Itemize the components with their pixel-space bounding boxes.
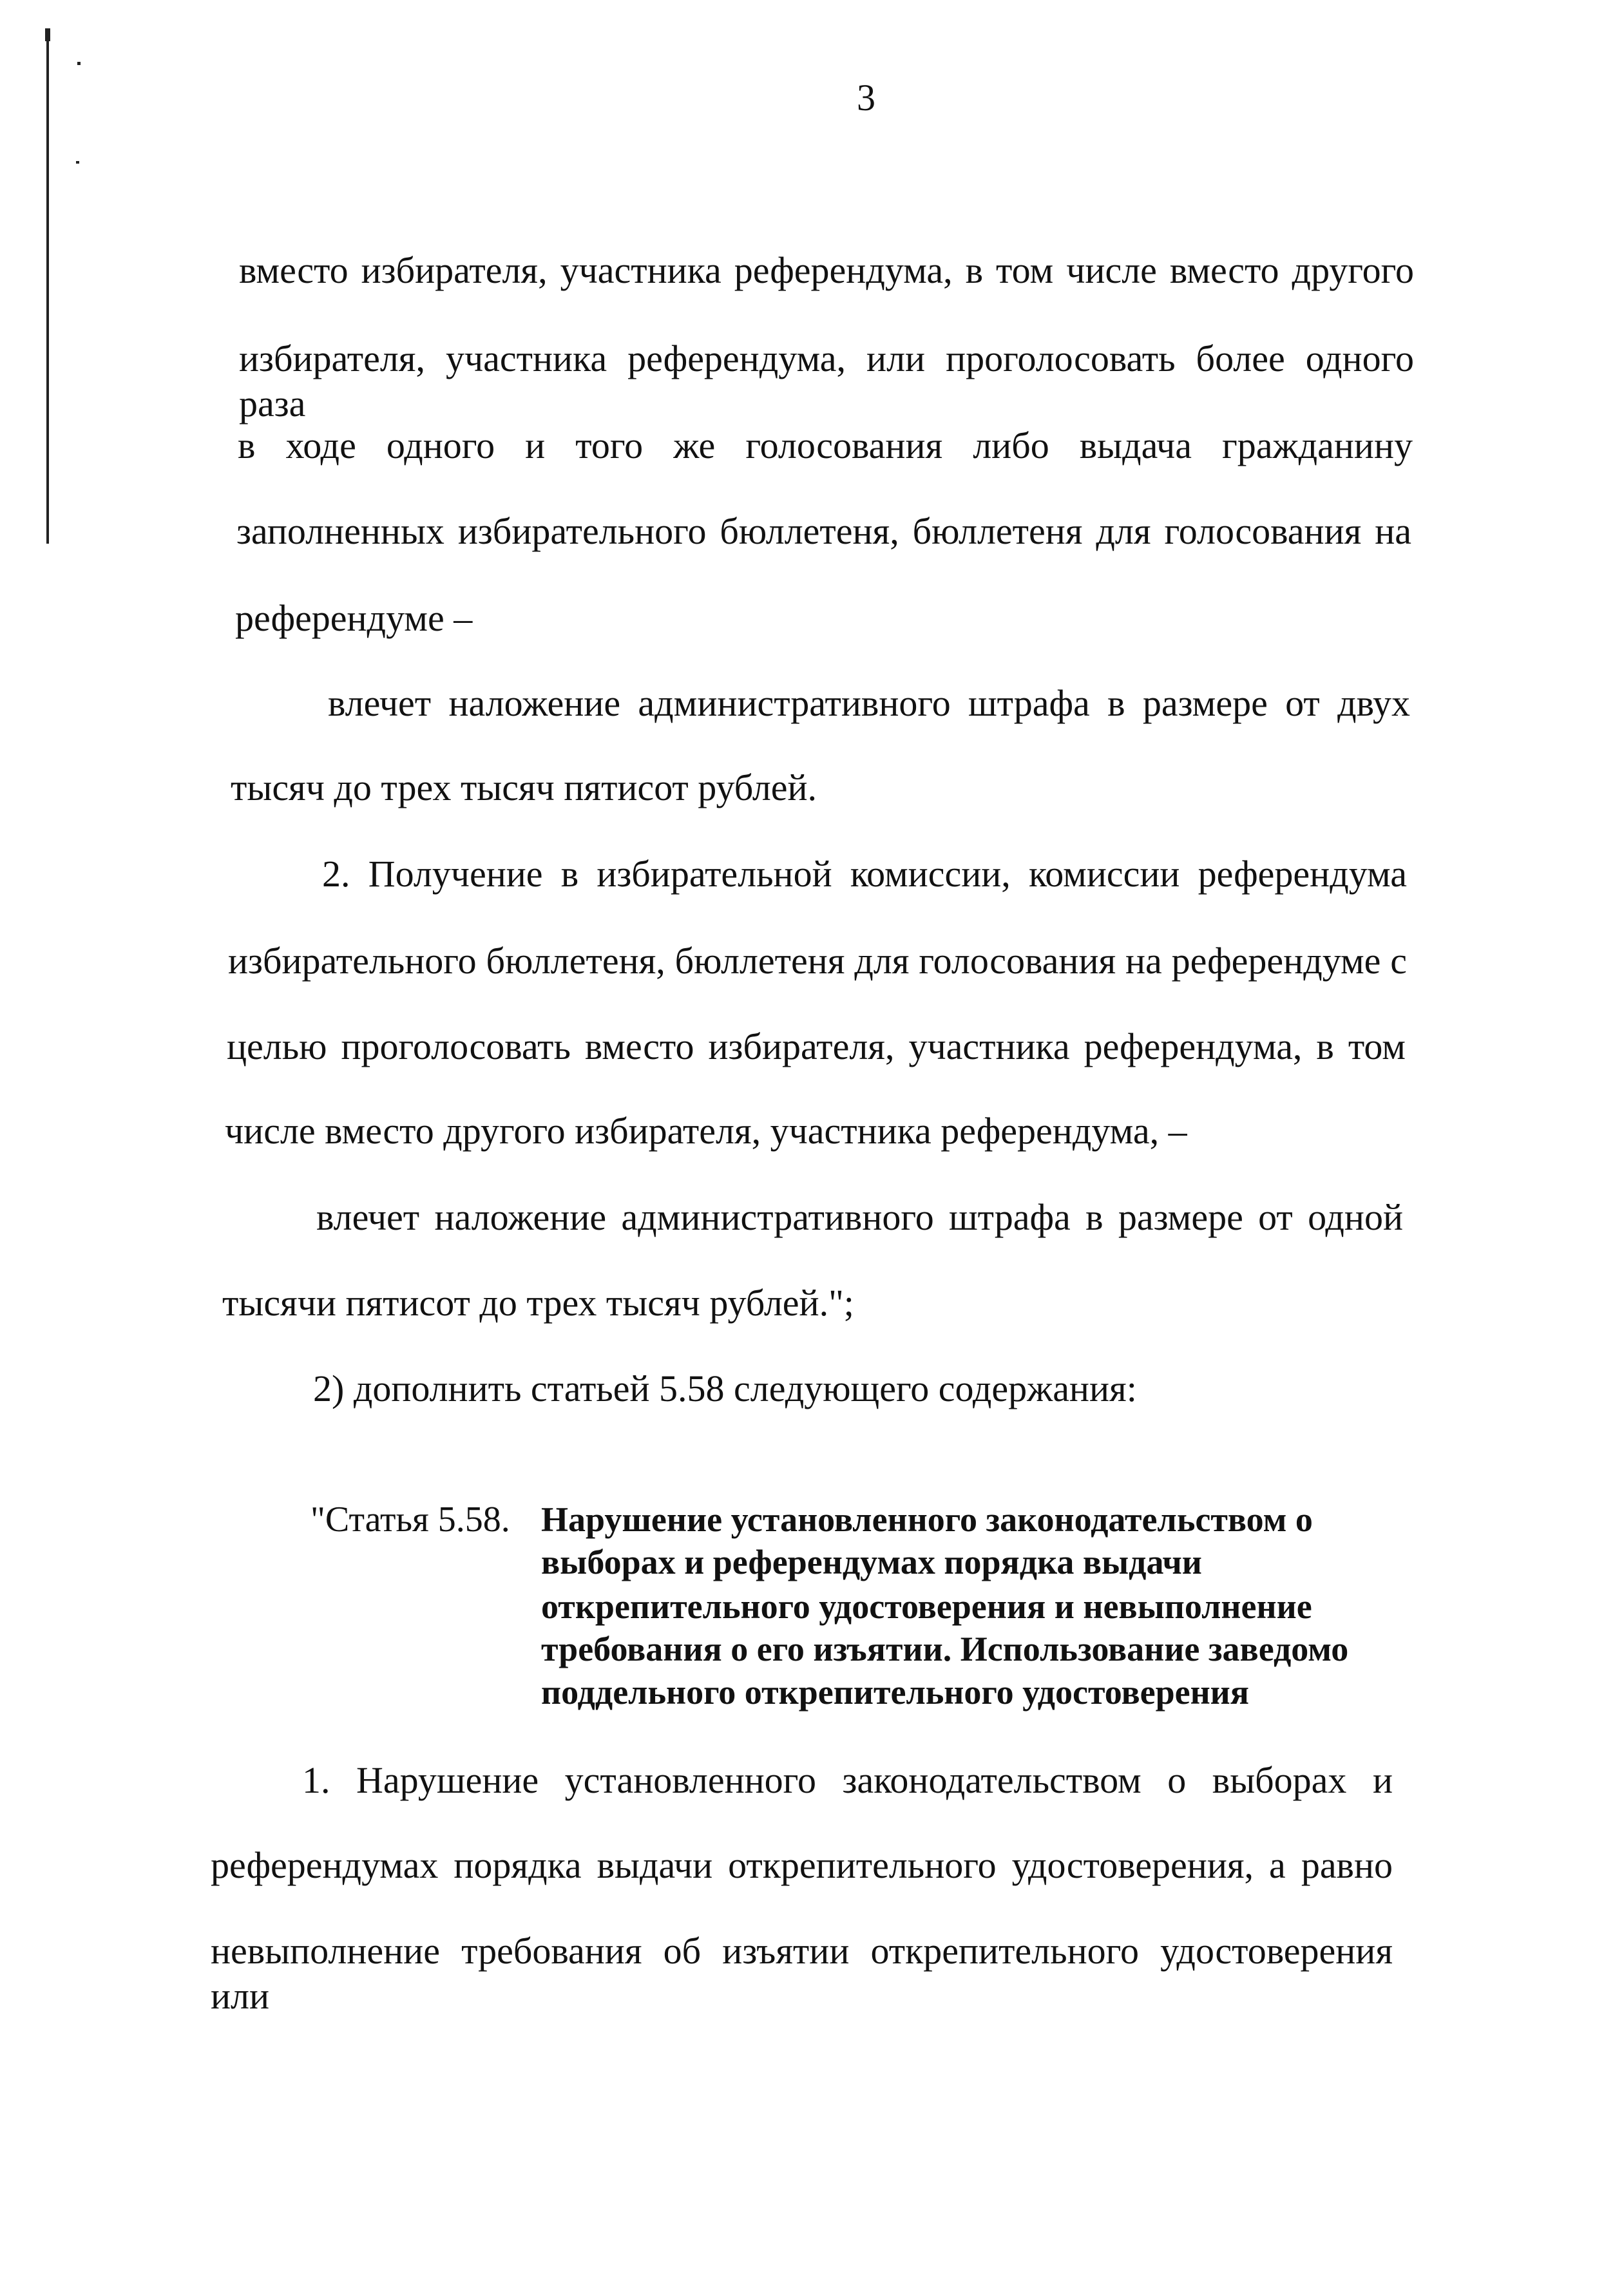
scan-edge-line [46, 28, 49, 544]
text-line: референдуме – [235, 597, 473, 639]
text-line: избирательного бюллетеня, бюллетеня для голосования на референдуме с [228, 940, 1407, 982]
text-line: тысяч до трех тысяч пятисот рублей. [231, 767, 817, 808]
text-line: невыполнение требования об изъятии открепительного удостоверения или [211, 1930, 1393, 2017]
article-title-line: выборах и референдумах порядка выдачи [541, 1543, 1202, 1581]
text-line: тысячи пятисот до трех тысяч рублей."; [222, 1282, 854, 1324]
article-title-line: требования о его изъятии. Использование заведомо [541, 1630, 1349, 1668]
text-line: влечет наложение административного штрафа в размере от двух [328, 682, 1410, 724]
text-line: референдумах порядка выдачи открепительного удостоверения, а равно [211, 1844, 1393, 1886]
text-line: вместо избирателя, участника референдума, в том числе вместо другого [239, 249, 1414, 291]
scan-dot [76, 161, 79, 164]
text-line: целью проголосовать вместо избирателя, участника референдума, в том [227, 1025, 1406, 1067]
article-title-line: Нарушение установленного законодательством о [541, 1500, 1313, 1539]
text-line: числе вместо другого избирателя, участника референдума, – [225, 1110, 1187, 1152]
text-line: 2. Получение в избирательной комиссии, комиссии референдума [322, 853, 1407, 895]
text-line: избирателя, участника референдума, или проголосовать более одного раза [239, 338, 1414, 424]
article-label: "Статья 5.58. [310, 1500, 510, 1540]
article-title-line: поддельного открепительного удостоверения [541, 1673, 1250, 1712]
text-line: в ходе одного и того же голосования либо выдача гражданину [238, 424, 1413, 466]
page-number: 3 [857, 77, 875, 119]
text-line: влечет наложение административного штрафа в размере от одной [316, 1196, 1403, 1238]
article-title-line: открепительного удостоверения и невыполнение [541, 1587, 1312, 1626]
text-line: 1. Нарушение установленного законодательством о выборах и [302, 1759, 1393, 1801]
scan-dot [77, 62, 81, 65]
text-line: 2) дополнить статьей 5.58 следующего содержания: [313, 1368, 1137, 1409]
text-line: заполненных избирательного бюллетеня, бюллетеня для голосования на [236, 510, 1411, 552]
scan-edge-mark [45, 28, 50, 41]
